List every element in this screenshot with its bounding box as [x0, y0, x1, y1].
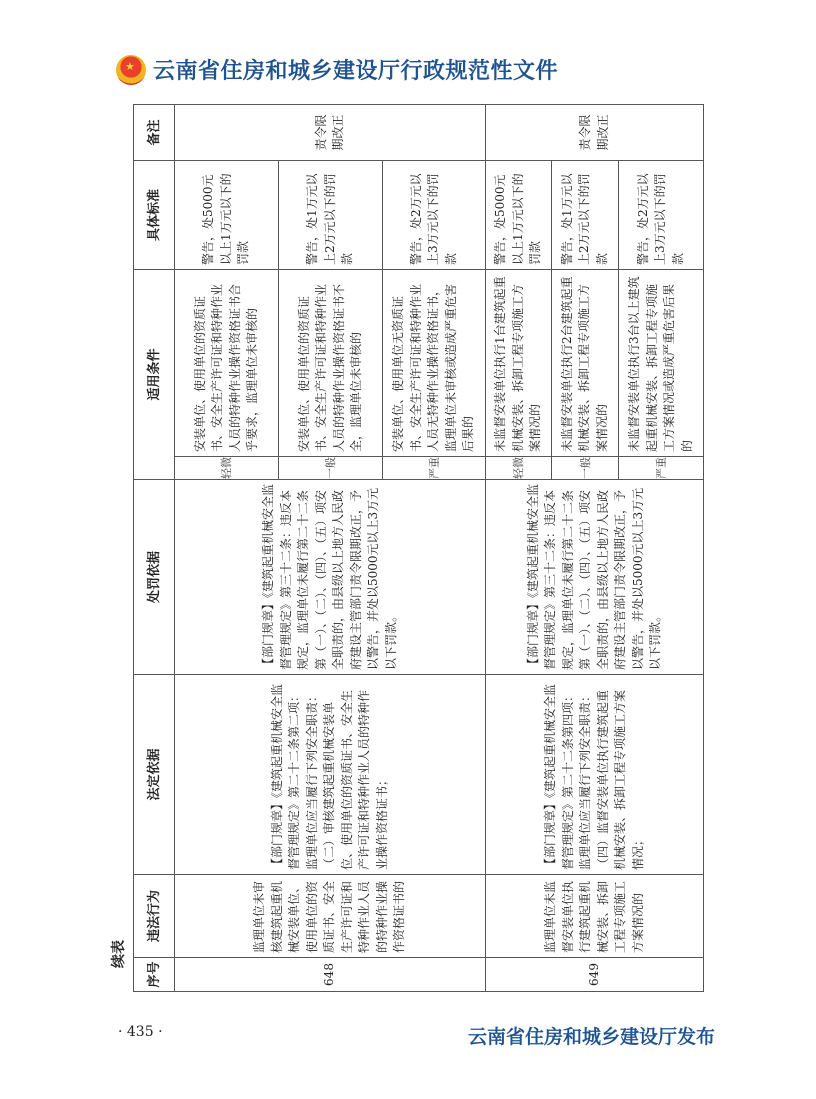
table-header-row: [134, 104, 175, 991]
header-legal-basis: 法定依据: [134, 675, 175, 875]
severity-level: 一般: [552, 457, 619, 480]
row-no: 648: [175, 958, 486, 992]
document-series-title: 云南省住房和城乡建设厅行政规范性文件: [153, 59, 559, 84]
penalty-table: [133, 105, 703, 992]
table-row: [486, 104, 552, 991]
table-row: [175, 104, 279, 991]
standard: 警告，处5000元以上1万元以下的罚款: [175, 160, 279, 269]
header-penalty-basis: 处罚依据: [134, 480, 175, 675]
severity-level: 轻微: [486, 457, 552, 480]
header-no: 序号: [134, 958, 175, 992]
condition: 安装单位、使用单位的资质证书、安全生产许可证和特种作业人员的特种作业操作资格证书不全，监理单位未审核的: [279, 269, 383, 456]
header-remark: 备注: [134, 104, 175, 160]
page-number: · 435 ·: [118, 1024, 163, 1040]
condition: 未监督安装单位执行1台建筑起重机械安装、拆卸工程专项施工方案情况的: [486, 269, 552, 456]
condition: 未监督安装单位执行3台以上建筑起重机械安装、拆卸工程专项施工方案情况或造成严重危害后果的: [619, 269, 704, 456]
standard: 警告，处1万元以上2万元以下的罚款: [279, 160, 383, 269]
row-no: 649: [486, 958, 704, 992]
condition: 未监督安装单位执行2台建筑起重机械安装、拆卸工程专项施工方案情况的: [552, 269, 619, 456]
severity-level: 一般: [279, 457, 383, 480]
row-legal-basis: 【部门规章】《建筑起重机械安全监督管理规定》第二十二条第四项：监理单位应当履行下列安全职责：（四）监督安装单位执行建筑起重机械安装、拆卸工程专项施工方案情况；: [486, 675, 704, 875]
header-violation: 违法行为: [134, 875, 175, 958]
table-continued-label: 续表: [111, 940, 127, 968]
standard: 警告，处5000元以上1万元以下的罚款: [486, 160, 552, 269]
publisher-label: 云南省住房和城乡建设厅发布: [468, 1026, 716, 1048]
severity-level: 严重: [619, 457, 704, 480]
national-emblem-icon: [116, 55, 146, 85]
standard: 警告，处2万元以上3万元以下的罚款: [383, 160, 486, 269]
row-violation: 监理单位未监督安装单位执行建筑起重机械安装、拆卸工程专项施工方案情况的: [486, 875, 704, 958]
row-penalty-basis: 【部门规章】《建筑起重机械安全监督管理规定》第三十二条：违反本规定，监理单位未履行第二十二条第（一）、（二）、（四）、（五）项安全职责的，由县级以上地方人民政府建设主管部门责令限期改正，予以警告，并处以5000元以上3万元以下罚款。: [175, 480, 486, 675]
row-remark: 责令限期改正: [175, 104, 486, 160]
severity-level: 严重: [383, 457, 486, 480]
row-penalty-basis: 【部门规章】《建筑起重机械安全监督管理规定》第三十二条：违反本规定，监理单位未履行第二十二条第（一）、（二）、（四）、（五）项安全职责的，由县级以上地方人民政府建设主管部门责令限期改正，予以警告，并处以5000元以上3万元以下罚款。: [486, 480, 704, 675]
row-violation: 监理单位未审核建筑起重机械安装单位、使用单位的资质证书、安全生产许可证和特种作业人员的特种作业操作资格证书的: [175, 875, 486, 958]
row-legal-basis: 【部门规章】《建筑起重机械安全监督管理规定》第二十二条第二项：监理单位应当履行下列安全职责：（二）审核建筑起重机械安装单位、使用单位的资质证书、安全生产许可证和特种作业人员的特种作业操作资格证书；: [175, 675, 486, 875]
row-remark: 责令限期改正: [486, 104, 704, 160]
header-standard: 具体标准: [134, 160, 175, 269]
severity-level: 轻微: [175, 457, 279, 480]
standard: 警告，处1万元以上2万元以下的罚款: [552, 160, 619, 269]
standard: 警告，处2万元以上3万元以下的罚款: [619, 160, 704, 269]
condition: 安装单位、使用单位的资质证书、安全生产许可证和特种作业人员的特种作业操作资格证书合乎要求，监理单位未审核的: [175, 269, 279, 456]
page-header: [116, 54, 558, 85]
header-condition: 适用条件: [134, 269, 175, 479]
condition: 安装单位、使用单位无资质证书、安全生产许可证和特种作业人员无特种作业操作资格证书，监理单位未审核或造成严重危害后果的: [383, 269, 486, 456]
